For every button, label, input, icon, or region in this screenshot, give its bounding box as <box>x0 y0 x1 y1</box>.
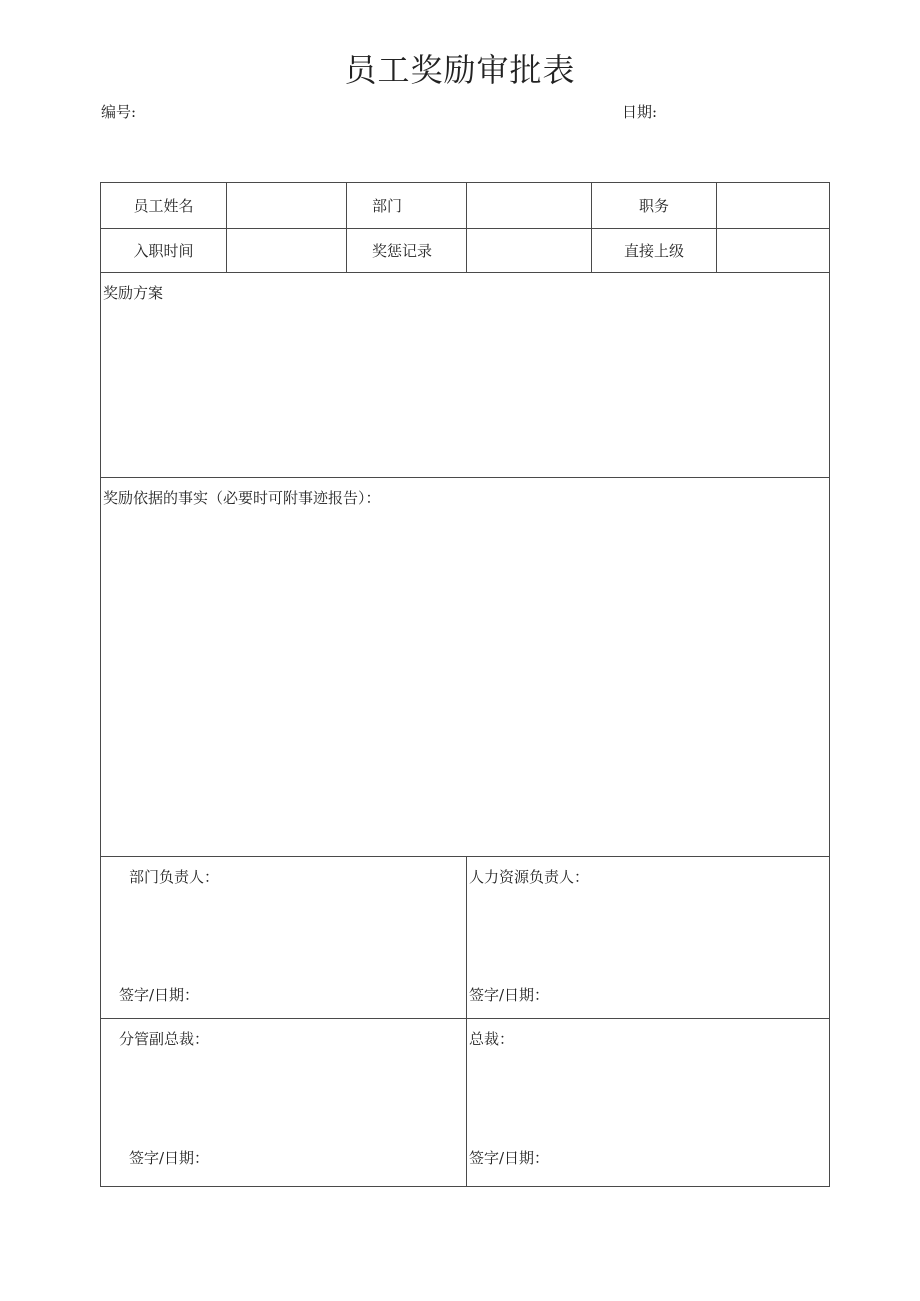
vp-label: 分管副总裁： <box>119 1030 210 1048</box>
president-label: 总裁： <box>469 1030 515 1048</box>
form-number-label: 编号: <box>101 103 137 121</box>
hr-head-label: 人力资源负责人： <box>469 868 590 886</box>
direct-supervisor-label: 直接上级 <box>591 228 716 272</box>
hr-head-sign-date-label: 签字/日期： <box>469 986 550 1004</box>
employee-name-label: 员工姓名 <box>100 182 226 228</box>
reward-facts-label: 奖励依据的事实（必要时可附事迹报告）： <box>103 489 381 507</box>
form-title: 员工奖励审批表 <box>344 51 576 89</box>
dept-head-label: 部门负责人： <box>129 868 220 886</box>
form-date-label: 日期: <box>622 103 658 121</box>
reward-plan-label: 奖励方案 <box>103 284 164 302</box>
reward-record-label: 奖惩记录 <box>346 228 466 272</box>
position-label: 职务 <box>591 182 716 228</box>
hire-date-label: 入职时间 <box>100 228 226 272</box>
dept-head-sign-date-label: 签字/日期： <box>119 986 200 1004</box>
department-label: 部门 <box>346 182 466 228</box>
president-sign-date-label: 签字/日期： <box>469 1149 550 1167</box>
vp-sign-date-label: 签字/日期： <box>129 1149 210 1167</box>
table-outer-border <box>100 182 830 1187</box>
